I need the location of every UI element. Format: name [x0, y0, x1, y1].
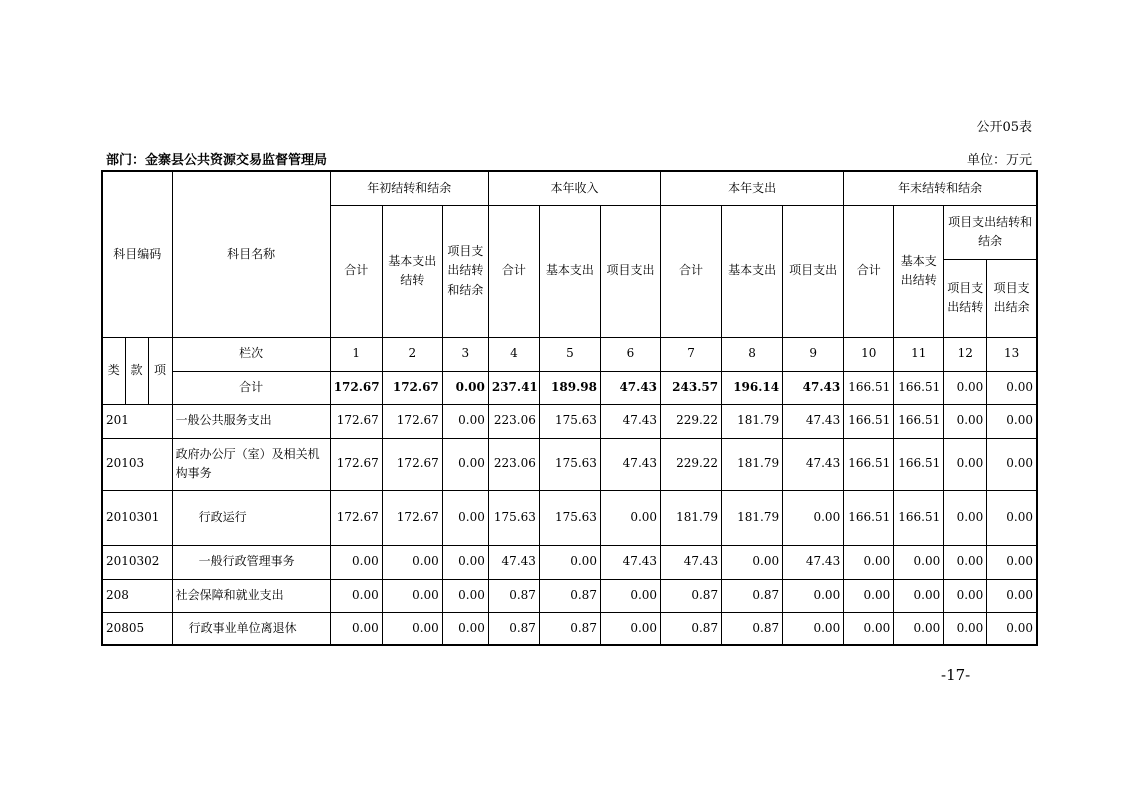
- total-cell: 0.00: [987, 371, 1037, 404]
- table-row: [102, 579, 1037, 612]
- col-number: 11: [894, 337, 944, 371]
- row-value: 0.87: [539, 579, 600, 612]
- total-row: [102, 371, 1037, 404]
- row-value: 0.87: [488, 612, 539, 645]
- row-value: 166.51: [844, 404, 894, 438]
- row-value: 166.51: [894, 438, 944, 490]
- header-proj-surplus-4: 项目支出结余: [987, 259, 1037, 337]
- row-value: 0.87: [488, 579, 539, 612]
- total-cell: 237.41: [488, 371, 539, 404]
- row-value: 0.00: [600, 612, 660, 645]
- row-value: 229.22: [661, 438, 722, 490]
- row-name: 行政运行: [172, 490, 330, 545]
- row-name: 社会保障和就业支出: [172, 579, 330, 612]
- col-number: 13: [987, 337, 1037, 371]
- header-group-opening: 年初结转和结余: [330, 171, 488, 205]
- row-value: 0.00: [944, 490, 987, 545]
- row-value: 0.00: [442, 545, 488, 579]
- header-total-1: 合计: [330, 205, 382, 337]
- row-name: 行政事业单位离退休: [172, 612, 330, 645]
- row-value: 0.00: [987, 404, 1037, 438]
- header-code: 科目编码: [102, 171, 172, 337]
- row-value: 172.67: [330, 490, 382, 545]
- header-basic-3: 基本支出: [722, 205, 783, 337]
- header-proj-carry-4: 项目支出结转: [944, 259, 987, 337]
- row-value: 0.00: [987, 612, 1037, 645]
- page-number: -17-: [941, 666, 971, 684]
- col-number: 8: [722, 337, 783, 371]
- col-number: 4: [488, 337, 539, 371]
- row-value: 0.00: [330, 545, 382, 579]
- row-value: 47.43: [783, 438, 844, 490]
- row-value: 0.00: [894, 612, 944, 645]
- table-row: [102, 438, 1037, 490]
- table-row: [102, 612, 1037, 645]
- fiscal-carryover-table: [101, 170, 1038, 646]
- row-value: 0.00: [894, 579, 944, 612]
- row-value: 166.51: [894, 490, 944, 545]
- row-value: 0.00: [944, 612, 987, 645]
- header-group-expenditure: 本年支出: [661, 171, 844, 205]
- row-value: 172.67: [382, 490, 442, 545]
- row-value: 47.43: [600, 404, 660, 438]
- header-group-income: 本年收入: [488, 171, 660, 205]
- row-value: 0.00: [844, 612, 894, 645]
- row-value: 0.00: [600, 490, 660, 545]
- row-value: 47.43: [600, 545, 660, 579]
- header-proj-carry-surplus-1: 项目支出结转和结余: [442, 205, 488, 337]
- row-value: 0.00: [783, 579, 844, 612]
- row-value: 0.00: [330, 612, 382, 645]
- row-value: 181.79: [722, 404, 783, 438]
- header-lei: 类: [102, 337, 125, 404]
- row-value: 0.00: [987, 579, 1037, 612]
- department-label: 部门：金寨县公共资源交易监督管理局: [106, 153, 328, 168]
- header-proj-sub-4: 项目支出结转和结余: [944, 205, 1037, 259]
- row-code: 2010301: [102, 490, 172, 545]
- header-project-2: 项目支出: [600, 205, 660, 337]
- total-cell: 172.67: [330, 371, 382, 404]
- row-value: 0.00: [382, 579, 442, 612]
- column-number-row: [102, 337, 1037, 371]
- table-row: [102, 545, 1037, 579]
- row-value: 0.00: [382, 545, 442, 579]
- header-xiang: 项: [148, 337, 172, 404]
- total-cell: 189.98: [539, 371, 600, 404]
- row-value: 0.00: [987, 545, 1037, 579]
- row-value: 0.00: [539, 545, 600, 579]
- row-value: 181.79: [661, 490, 722, 545]
- row-value: 0.00: [844, 545, 894, 579]
- header-basic-carry-1: 基本支出结转: [382, 205, 442, 337]
- row-value: 0.00: [442, 404, 488, 438]
- row-value: 166.51: [844, 438, 894, 490]
- row-name: 一般公共服务支出: [172, 404, 330, 438]
- row-value: 166.51: [844, 490, 894, 545]
- row-value: 172.67: [382, 404, 442, 438]
- row-value: 47.43: [783, 545, 844, 579]
- row-value: 47.43: [783, 404, 844, 438]
- row-name: 一般行政管理事务: [172, 545, 330, 579]
- row-value: 0.00: [442, 612, 488, 645]
- col-number: 9: [783, 337, 844, 371]
- row-value: 0.00: [600, 579, 660, 612]
- total-cell: 166.51: [844, 371, 894, 404]
- row-value: 47.43: [661, 545, 722, 579]
- total-cell: 0.00: [442, 371, 488, 404]
- row-value: 0.00: [442, 490, 488, 545]
- row-value: 223.06: [488, 404, 539, 438]
- header-project-3: 项目支出: [783, 205, 844, 337]
- row-code: 2010302: [102, 545, 172, 579]
- row-value: 0.87: [722, 612, 783, 645]
- row-name: 政府办公厅（室）及相关机构事务: [172, 438, 330, 490]
- row-code: 208: [102, 579, 172, 612]
- col-number: 3: [442, 337, 488, 371]
- table-body: [102, 404, 1037, 645]
- row-value: 0.00: [442, 438, 488, 490]
- row-value: 0.00: [944, 438, 987, 490]
- row-value: 0.00: [442, 579, 488, 612]
- total-cell: 243.57: [661, 371, 722, 404]
- row-code: 20805: [102, 612, 172, 645]
- row-value: 0.00: [783, 490, 844, 545]
- col-number: 1: [330, 337, 382, 371]
- col-number: 7: [661, 337, 722, 371]
- row-value: 0.00: [894, 545, 944, 579]
- header-total-2: 合计: [488, 205, 539, 337]
- col-number: 6: [600, 337, 660, 371]
- row-value: 175.63: [539, 490, 600, 545]
- total-cell: 0.00: [944, 371, 987, 404]
- row-value: 223.06: [488, 438, 539, 490]
- table-row: [102, 490, 1037, 545]
- row-value: 175.63: [488, 490, 539, 545]
- row-value: 0.00: [382, 612, 442, 645]
- col-number: 10: [844, 337, 894, 371]
- col-number: 12: [944, 337, 987, 371]
- row-value: 172.67: [382, 438, 442, 490]
- header-total-4: 合计: [844, 205, 894, 337]
- row-value: 0.00: [722, 545, 783, 579]
- header-name: 科目名称: [172, 171, 330, 337]
- row-value: 172.67: [330, 404, 382, 438]
- total-label: 合计: [172, 371, 330, 404]
- row-value: 166.51: [894, 404, 944, 438]
- total-cell: 172.67: [382, 371, 442, 404]
- row-value: 47.43: [600, 438, 660, 490]
- header-kuan: 款: [125, 337, 148, 404]
- table-row: [102, 404, 1037, 438]
- unit-label: 单位：万元: [966, 153, 1032, 168]
- row-value: 229.22: [661, 404, 722, 438]
- row-value: 0.00: [987, 490, 1037, 545]
- row-value: 0.00: [987, 438, 1037, 490]
- row-value: 181.79: [722, 438, 783, 490]
- row-value: 0.87: [722, 579, 783, 612]
- total-cell: 166.51: [894, 371, 944, 404]
- row-value: 0.00: [783, 612, 844, 645]
- col-number: 5: [539, 337, 600, 371]
- form-number: 公开05表: [976, 120, 1032, 135]
- header-row-1: [102, 171, 1037, 205]
- total-cell: 196.14: [722, 371, 783, 404]
- row-value: 0.00: [944, 404, 987, 438]
- row-value: 47.43: [488, 545, 539, 579]
- row-value: 0.87: [661, 612, 722, 645]
- row-code: 20103: [102, 438, 172, 490]
- row-value: 181.79: [722, 490, 783, 545]
- total-cell: 47.43: [600, 371, 660, 404]
- row-value: 0.87: [539, 612, 600, 645]
- row-value: 0.00: [844, 579, 894, 612]
- header-basic-2: 基本支出: [539, 205, 600, 337]
- row-value: 0.87: [661, 579, 722, 612]
- row-value: 0.00: [944, 545, 987, 579]
- header-total-3: 合计: [661, 205, 722, 337]
- row-value: 175.63: [539, 404, 600, 438]
- header-lanci: 栏次: [172, 337, 330, 371]
- row-value: 175.63: [539, 438, 600, 490]
- row-value: 0.00: [944, 579, 987, 612]
- row-code: 201: [102, 404, 172, 438]
- header-group-closing: 年末结转和结余: [844, 171, 1037, 205]
- col-number: 2: [382, 337, 442, 371]
- row-value: 0.00: [330, 579, 382, 612]
- header-basic-carry-4: 基本支出结转: [894, 205, 944, 337]
- row-value: 172.67: [330, 438, 382, 490]
- total-cell: 47.43: [783, 371, 844, 404]
